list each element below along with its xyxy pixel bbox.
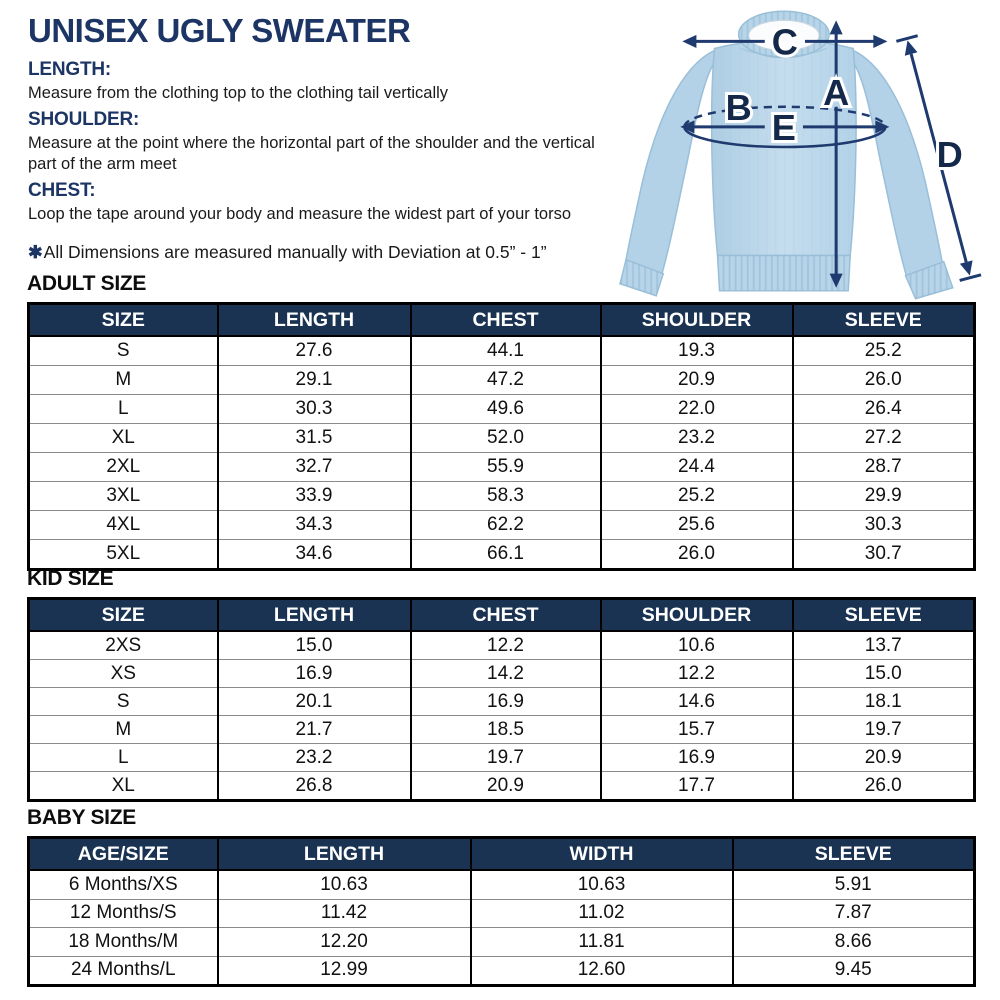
table-cell: 10.63 xyxy=(471,870,733,899)
table-cell: 52.0 xyxy=(411,424,601,453)
table-row xyxy=(29,540,975,570)
column-header: CHEST xyxy=(411,599,601,632)
table-row xyxy=(29,744,975,772)
table-cell: 14.6 xyxy=(601,688,793,716)
table-cell: 2XL xyxy=(29,453,218,482)
table-cell: 19.7 xyxy=(793,716,975,744)
adult-size-title: ADULT SIZE xyxy=(27,272,147,295)
table-cell: 12 Months/S xyxy=(29,899,218,928)
table-cell: 27.2 xyxy=(793,424,975,453)
table-cell: 55.9 xyxy=(411,453,601,482)
table-cell: 30.7 xyxy=(793,540,975,570)
table-cell: 12.60 xyxy=(471,956,733,986)
table-cell: 11.02 xyxy=(471,899,733,928)
table-cell: 34.6 xyxy=(218,540,411,570)
table-cell: 33.9 xyxy=(218,482,411,511)
table-cell: 49.6 xyxy=(411,395,601,424)
table-cell: 13.7 xyxy=(793,631,975,660)
table-cell: 26.0 xyxy=(793,772,975,801)
column-header: LENGTH xyxy=(218,838,471,871)
table-cell: 23.2 xyxy=(601,424,793,453)
table-cell: 62.2 xyxy=(411,511,601,540)
table-cell: M xyxy=(29,366,218,395)
table-cell: 12.2 xyxy=(601,660,793,688)
column-header: CHEST xyxy=(411,304,601,337)
sweater-measurement-diagram xyxy=(618,2,1000,300)
table-cell: M xyxy=(29,716,218,744)
baby-size-title: BABY SIZE xyxy=(27,806,136,829)
table-cell: L xyxy=(29,744,218,772)
table-cell: XL xyxy=(29,424,218,453)
table-cell: 2XS xyxy=(29,631,218,660)
kid-size-table xyxy=(27,597,976,802)
section-shoulder xyxy=(28,109,624,174)
table-row xyxy=(29,956,975,986)
table-cell: 21.7 xyxy=(218,716,411,744)
deviation-note-text: All Dimensions are measured manually with Deviation at 0.5” - 1” xyxy=(43,241,547,262)
table-cell: 25.6 xyxy=(601,511,793,540)
table-cell: 10.63 xyxy=(218,870,471,899)
baby-size-table xyxy=(27,836,976,987)
table-row xyxy=(29,395,975,424)
table-cell: 32.7 xyxy=(218,453,411,482)
table-cell: 66.1 xyxy=(411,540,601,570)
table-cell: 11.81 xyxy=(471,928,733,957)
table-row xyxy=(29,366,975,395)
section-chest xyxy=(28,180,624,224)
label-length-a: A xyxy=(823,71,850,113)
column-header: SLEEVE xyxy=(793,304,975,337)
table-cell: 17.7 xyxy=(601,772,793,801)
table-cell: S xyxy=(29,336,218,366)
table-cell: 22.0 xyxy=(601,395,793,424)
column-header: SIZE xyxy=(29,304,218,337)
table-cell: 34.3 xyxy=(218,511,411,540)
table-row xyxy=(29,928,975,957)
table-cell: 20.9 xyxy=(411,772,601,801)
column-header: WIDTH xyxy=(471,838,733,871)
table-cell: 27.6 xyxy=(218,336,411,366)
table-cell: 12.99 xyxy=(218,956,471,986)
header-row xyxy=(29,304,975,337)
kid-size-title: KID SIZE xyxy=(27,567,114,590)
table-cell: 18 Months/M xyxy=(29,928,218,957)
column-header: AGE/SIZE xyxy=(29,838,218,871)
page-title: UNISEX UGLY SWEATER xyxy=(28,12,411,49)
table-cell: 20.9 xyxy=(601,366,793,395)
table-row xyxy=(29,899,975,928)
table-cell: 29.1 xyxy=(218,366,411,395)
table-cell: 18.5 xyxy=(411,716,601,744)
table-cell: 26.8 xyxy=(218,772,411,801)
label-shoulder-c: C xyxy=(771,21,798,63)
section-length xyxy=(28,59,624,103)
table-cell: XL xyxy=(29,772,218,801)
table-row xyxy=(29,772,975,801)
table-cell: 26.0 xyxy=(601,540,793,570)
table-cell: 4XL xyxy=(29,511,218,540)
table-row xyxy=(29,511,975,540)
asterisk-icon: ✱ xyxy=(28,241,43,262)
column-header: SLEEVE xyxy=(733,838,975,871)
table-cell: 47.2 xyxy=(411,366,601,395)
column-header: SHOULDER xyxy=(601,304,793,337)
table-cell: 14.2 xyxy=(411,660,601,688)
column-header: SLEEVE xyxy=(793,599,975,632)
column-header: SIZE xyxy=(29,599,218,632)
table-cell: 23.2 xyxy=(218,744,411,772)
table-cell: XS xyxy=(29,660,218,688)
table-row xyxy=(29,482,975,511)
table-cell: 8.66 xyxy=(733,928,975,957)
adult-size-table xyxy=(27,302,976,571)
table-row xyxy=(29,688,975,716)
table-cell: 7.87 xyxy=(733,899,975,928)
table-cell: 24.4 xyxy=(601,453,793,482)
section-text-chest: Loop the tape around your body and measure the widest part of your torso xyxy=(28,205,572,224)
table-cell: 15.0 xyxy=(793,660,975,688)
column-header: SHOULDER xyxy=(601,599,793,632)
table-cell: 3XL xyxy=(29,482,218,511)
adult-size-section xyxy=(27,272,973,571)
table-cell: 20.1 xyxy=(218,688,411,716)
table-cell: 30.3 xyxy=(218,395,411,424)
section-label-length: LENGTH: xyxy=(28,59,112,80)
table-cell: 16.9 xyxy=(218,660,411,688)
table-cell: 16.9 xyxy=(601,744,793,772)
label-chest-circumference-b: B xyxy=(725,86,752,128)
deviation-note xyxy=(28,242,624,263)
table-cell: 30.3 xyxy=(793,511,975,540)
table-cell: 12.20 xyxy=(218,928,471,957)
table-row xyxy=(29,336,975,366)
section-label-chest: CHEST: xyxy=(28,180,96,202)
instructions-block xyxy=(28,12,624,280)
label-sleeve-d: D xyxy=(936,134,963,176)
header-row xyxy=(29,838,975,871)
table-cell: 25.2 xyxy=(793,336,975,366)
table-cell: 5.91 xyxy=(733,870,975,899)
table-cell: S xyxy=(29,688,218,716)
table-cell: 9.45 xyxy=(733,956,975,986)
header-row xyxy=(29,599,975,632)
table-row xyxy=(29,716,975,744)
table-cell: 15.0 xyxy=(218,631,411,660)
baby-size-section xyxy=(27,806,973,987)
table-cell: 58.3 xyxy=(411,482,601,511)
table-cell: L xyxy=(29,395,218,424)
table-cell: 25.2 xyxy=(601,482,793,511)
table-cell: 24 Months/L xyxy=(29,956,218,986)
sweater-left-sleeve xyxy=(625,50,714,279)
table-cell: 26.0 xyxy=(793,366,975,395)
section-text-length: Measure from the clothing top to the clothing tail vertically xyxy=(28,84,449,102)
table-cell: 5XL xyxy=(29,540,218,570)
table-cell: 44.1 xyxy=(411,336,601,366)
table-cell: 31.5 xyxy=(218,424,411,453)
table-cell: 28.7 xyxy=(793,453,975,482)
table-row xyxy=(29,870,975,899)
table-cell: 15.7 xyxy=(601,716,793,744)
table-cell: 11.42 xyxy=(218,899,471,928)
table-row xyxy=(29,631,975,660)
table-cell: 16.9 xyxy=(411,688,601,716)
sweater-right-sleeve xyxy=(853,50,942,279)
table-row xyxy=(29,424,975,453)
table-cell: 26.4 xyxy=(793,395,975,424)
table-row xyxy=(29,453,975,482)
table-cell: 10.6 xyxy=(601,631,793,660)
label-chest-width-e: E xyxy=(771,106,796,148)
table-cell: 19.3 xyxy=(601,336,793,366)
section-label-shoulder: SHOULDER: xyxy=(28,109,140,131)
table-cell: 18.1 xyxy=(793,688,975,716)
table-cell: 6 Months/XS xyxy=(29,870,218,899)
section-text-shoulder: Measure at the point where the horizontal part of the shoulder and the vertical part of the arm meet xyxy=(28,134,595,173)
table-cell: 20.9 xyxy=(793,744,975,772)
table-cell: 19.7 xyxy=(411,744,601,772)
column-header: LENGTH xyxy=(218,304,411,337)
table-cell: 29.9 xyxy=(793,482,975,511)
column-header: LENGTH xyxy=(218,599,411,632)
table-row xyxy=(29,660,975,688)
table-cell: 12.2 xyxy=(411,631,601,660)
kid-size-section xyxy=(27,567,973,802)
